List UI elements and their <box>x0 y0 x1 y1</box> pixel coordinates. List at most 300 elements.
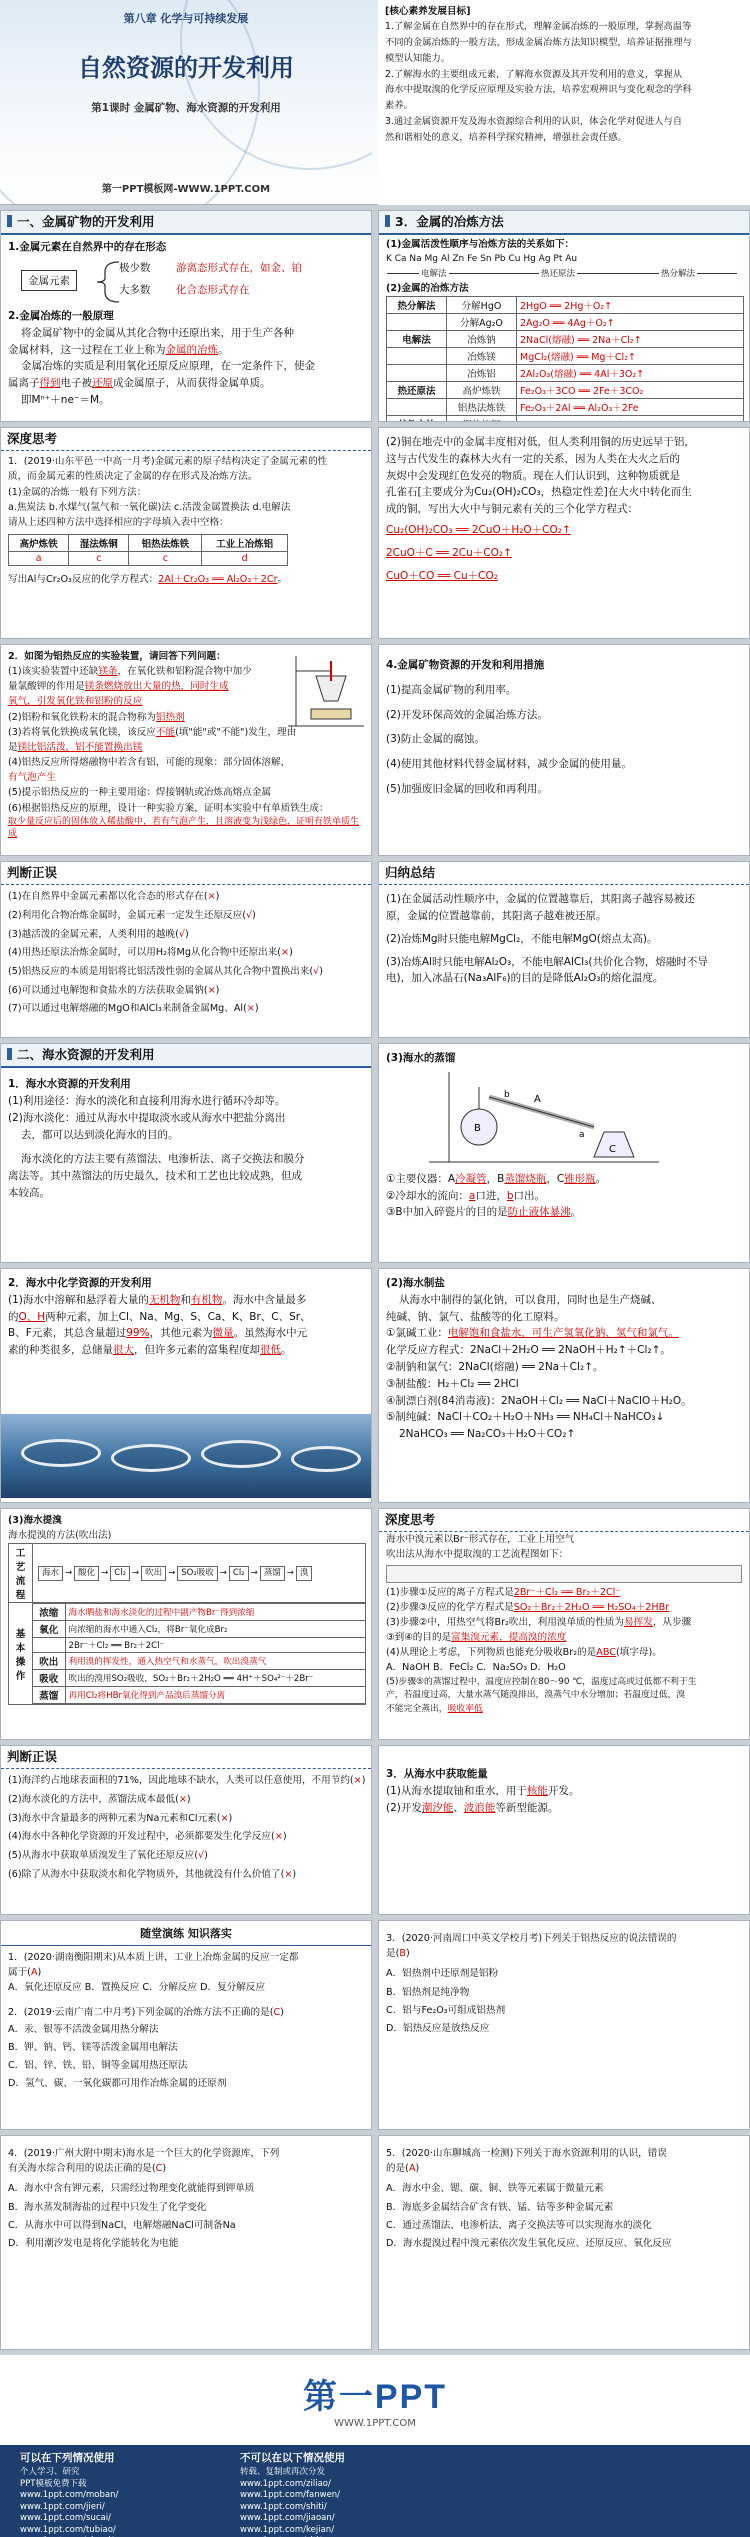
step-desc: 再用Cl₂将HBr氧化得到产品溴后蒸馏分离 <box>65 1687 365 1704</box>
section-heading: 随堂演练 知识落实 <box>1 1921 371 1946</box>
heading-text: 二、海水资源的开发利用 <box>17 1047 155 1062</box>
statement: (5)铝热反应的本质是用铝将比铝活泼性弱的金属从其化合物中置换出来( <box>8 966 314 978</box>
step-name: 浓缩 <box>33 1604 65 1621</box>
step-desc: 2Br⁻＋Cl₂ ══ Br₂＋2Cl⁻ <box>65 1638 365 1653</box>
answer-equation: Cu₂(OH)₂CO₃ ══ 2CuO＋H₂O＋CO₂↑ <box>386 523 571 536</box>
flow-step: Cl₂ <box>229 1566 249 1581</box>
section-heading <box>379 1509 749 1532</box>
summary-line: 原，金属的位置越靠前，其阳离子越难被还原。 <box>386 910 607 923</box>
equation: 化学反应方程式：2NaCl＋2H₂O ══ 2NaOH＋H₂↑＋Cl₂↑。 <box>386 1344 671 1357</box>
slide-metal-existence <box>0 210 372 422</box>
goals-list <box>378 19 750 145</box>
paragraph-line: 金属材料，这一过程在工业上称为金属的冶炼。 <box>8 343 229 356</box>
answer-mark: × <box>281 947 290 959</box>
equation: ⑤制纯碱：NaCl＋CO₂＋H₂O＋NH₃ ══ NH₄Cl＋NaHCO₃↓ <box>386 1411 665 1424</box>
paragraph-line: 离法等。其中蒸馏法的历史最久，技术和工艺也比较成熟，但成 <box>8 1170 302 1183</box>
question-line: 5．(2020·山东聊城高一检测)下列关于海水资源利用的认识，错误 <box>386 2148 667 2159</box>
chapter-label: 第八章 化学与可持续发展 <box>123 12 249 25</box>
equation: ④制漂白剂(84消毒液)：2NaOH＋Cl₂ ══ NaCl＋NaClO＋H₂O。 <box>386 1394 692 1407</box>
method-row <box>387 415 744 422</box>
question-line: (2)铝粉和氧化铁粉末的混合物称为铝热剂 <box>8 711 185 723</box>
step-row <box>33 1621 365 1638</box>
statement: (2)利用化合物冶炼金属时，金属元素一定发生还原反应( <box>8 909 246 921</box>
answer-mark: × <box>207 984 216 996</box>
table-header: 高炉炼铁 <box>9 535 69 552</box>
subheading: (2)金属的冶炼方法 <box>386 282 469 294</box>
subheading: 海水提溴的方法(吹出法) <box>8 1530 112 1542</box>
thermite-apparatus-icon <box>286 651 366 731</box>
table-header: 湿法炼铜 <box>69 535 129 552</box>
slide-sea-salt <box>378 1268 750 1503</box>
svg-text:B: B <box>474 1122 481 1134</box>
option-line: B．钾、钠、钙、镁等活泼金属用电解法 <box>8 2041 178 2053</box>
option-line: A．海水中金、锶、碳、铜、铁等元素属于微量元素 <box>386 2183 604 2195</box>
true-false-item <box>1 1810 371 1829</box>
goal-line: 模型认知能力。 <box>385 52 451 64</box>
question-line: ①主要仪器：A冷凝管，B蒸馏烧瓶，C锥形瓶。 <box>386 1172 607 1185</box>
section-heading <box>379 862 749 885</box>
method-equation: 2Al₂O₃(熔融) ══ 4Al＋3O₂↑ <box>517 364 744 381</box>
slide-resource-measures <box>378 644 750 856</box>
options-list <box>379 2180 749 2253</box>
question-line: 3．(2020·河南周口中英文学校月考)下列关于铝热反应的说法错误的 <box>386 1933 677 1944</box>
step-row <box>33 1653 365 1670</box>
close-paren: ) <box>228 1812 233 1824</box>
step-name: 吹出 <box>33 1653 65 1670</box>
paragraph-line: 本较高。 <box>8 1187 50 1200</box>
measures-list <box>379 682 749 798</box>
question-line: 有关海水综合利用的说法正确的是(C) <box>8 2163 167 2175</box>
option-line: B．铝热剂是纯净物 <box>386 1986 470 1998</box>
title-banner <box>0 0 750 205</box>
method-target: 铝热法炼铁 <box>447 398 517 415</box>
heading-bar <box>385 215 390 227</box>
steps-label: 基本操作 <box>9 1603 33 1705</box>
paragraph-line: 灰烬中会发现红色发亮的物质。现在人们认识到，这种物质就是 <box>386 469 680 482</box>
method-name <box>387 398 447 415</box>
footer-link: www.1ppt.com/kejian/ <box>240 2524 335 2535</box>
method-row <box>387 313 744 330</box>
element-box: 金属元素 <box>21 270 77 291</box>
true-false-item <box>1 907 371 926</box>
flow-step: 酸化 <box>74 1566 99 1581</box>
subheading: 2.金属冶炼的一般原理 <box>8 310 114 323</box>
question-line: 吹出法从海水中提取溴的工艺流程图如下： <box>386 1549 569 1561</box>
step-name: 蒸馏 <box>33 1687 65 1704</box>
statement: (6)除了从海水中获取淡水和化学物质外，其他就没有什么价值了( <box>8 1868 285 1880</box>
goals-panel <box>378 0 750 205</box>
goal-line: 1.了解金属在自然界中的存在形式，理解金属冶炼的一般原理，掌握高温等 <box>385 21 692 33</box>
step-desc: 向浓缩的海水中通入Cl₂，将Br⁻氧化成Br₂ <box>65 1621 365 1638</box>
options-list <box>1 2180 371 2253</box>
slide-seawater-water <box>0 1043 372 1263</box>
close-paren: ) <box>289 947 293 959</box>
section-heading <box>1 862 371 885</box>
activity-series: K Ca Na Mg Al Zn Fe Sn Pb Cu Hg Ag Pt Au <box>386 254 578 265</box>
majority-text: 化合态形式存在 <box>176 284 250 297</box>
measure-item: (1)提高金属矿物的利用率。 <box>386 683 517 696</box>
question-line: (2)步骤③反应的化学方程式是SO₂＋Br₂＋2H₂O ══ H₂SO₄＋2HBr <box>386 1601 670 1613</box>
flow-step: 吹出 <box>141 1566 166 1581</box>
section-heading <box>1 211 371 235</box>
footer-col-forbidden <box>240 2451 345 2537</box>
paragraph-line: 孔雀石[主要成分为Cu₂(OH)₂CO₃，热稳定性差]在大火中转化而生 <box>386 486 692 499</box>
options-list <box>1 2021 371 2094</box>
paragraph-line: 的O、H两种元素，加上Cl、Na、Mg、S、Ca、K、Br、C、Sr、 <box>8 1310 311 1323</box>
footer-link: 转载、复制或再次分发 <box>240 2467 326 2478</box>
answer-line: 有气泡产生 <box>8 772 56 784</box>
svg-text:b: b <box>504 1089 510 1100</box>
question-line: 质，而金属元素的性质决定了金属的存在形式及冶炼方法。 <box>8 471 258 483</box>
goal-line: 2.了解海水的主要组成元素，了解海水资源及其开发利用的意义，掌握从 <box>385 68 683 80</box>
equation: 即Mⁿ⁺＋ne⁻＝M。 <box>21 394 110 407</box>
flow-label: 工艺流程 <box>9 1544 33 1603</box>
slide-deep-think-2 <box>378 1508 750 1740</box>
statement: (4)海水中各种化学资源的开发过程中，必须都要发生化学反应( <box>8 1831 275 1843</box>
step-row <box>33 1604 365 1621</box>
answer-mark: √ <box>198 1850 205 1862</box>
slide-sea-energy <box>378 1745 750 1915</box>
step-row <box>33 1670 365 1687</box>
question-line: 2．如图为铝热反应的实验装置，请回答下列问题： <box>8 651 226 662</box>
true-false-item <box>1 1866 371 1885</box>
methods-table <box>386 296 744 422</box>
slide-deep-think-1 <box>0 427 372 639</box>
paragraph-line: 纯碱、钠、氯气、盐酸等的化工原料。 <box>386 1310 565 1323</box>
summary-line: 电)，加入冰晶石(Na₃AlF₆)的目的是降低Al₂O₃的熔化温度。 <box>386 972 664 985</box>
footer-link: www.1ppt.com/ziliao/ <box>240 2478 331 2489</box>
flow-arrow-icon: → <box>101 1567 109 1578</box>
answer-mark: √ <box>246 909 253 921</box>
true-false-item <box>1 888 371 907</box>
subheading: 3．从海水中获取能量 <box>386 1768 488 1780</box>
option-line: A．汞、银等不活泼金属用热分解法 <box>8 2023 159 2035</box>
page-title: 自然资源的开发利用 <box>78 54 294 82</box>
question-line: (3)若将氧化铁换成氧化镁，该反应不能(填"能"或"不能")发生，理由 <box>8 726 297 738</box>
majority-label: 大多数 <box>119 284 151 297</box>
flow-arrow-icon: → <box>219 1567 227 1578</box>
close-paren: ) <box>252 909 256 921</box>
paragraph-line: (2)开发潮汐能、波浪能等新型能源。 <box>386 1801 559 1814</box>
heading-text: 归纳总结 <box>385 865 436 880</box>
method-target: 分解Ag₂O <box>447 313 517 330</box>
question-line: 写出Al与Cr₂O₃反应的化学方程式：2Al＋Cr₂O₃ ══ Al₂O₃＋2Cr。 <box>8 574 288 586</box>
method-row <box>387 398 744 415</box>
footer-logo <box>0 2355 750 2445</box>
question-line: 是镁比铝活泼，铝不能置换出镁 <box>8 741 143 753</box>
question-line: (4)铝热反应所得熔融物中若含有铝，可能的现象：部分固体溶解， <box>8 757 291 769</box>
subheading: (2)海水制盐 <box>386 1277 445 1289</box>
measure-item: (2)开发环保高效的金属冶炼方法。 <box>386 708 548 721</box>
option-line: D．利用潮汐发电是将化学能转化为电能 <box>8 2237 179 2249</box>
slide-bromine-extraction <box>0 1508 372 1740</box>
question-line: 的是(A) <box>386 2163 420 2175</box>
bromine-table <box>8 1543 366 1705</box>
lesson-label: 第1课时 金属矿物、海水资源的开发利用 <box>91 102 281 114</box>
paragraph-line: 从海水中制得的氯化钠，可以食用，同时也是生产烧碱、 <box>399 1293 662 1306</box>
minority-text: 游离态形式存在，如金、铂 <box>176 262 302 275</box>
method-name <box>387 313 447 330</box>
slide-quiz-3 <box>378 1920 750 2130</box>
section-heading <box>1 1746 371 1769</box>
option-line: B．海水蒸发制海盐的过程中只发生了化学变化 <box>8 2201 207 2213</box>
method-equation: Fe₂O₃＋2Al ══ Al₂O₃＋2Fe <box>517 398 744 415</box>
statement: (1)在自然界中金属元素都以化合态的形式存在( <box>8 891 208 903</box>
slide-distillation <box>378 1043 750 1263</box>
flow-cell <box>33 1544 366 1603</box>
paragraph-line: (1)海水中溶解和悬浮着大量的无机物和有机物。海水中含量最多 <box>8 1293 307 1306</box>
paragraph-line: 海水淡化的方法主要有蒸馏法、电渗析法、离子交换法和膜分 <box>21 1153 305 1166</box>
question-line: 海水中溴元素以Br⁻形式存在，工业上用空气 <box>386 1534 575 1546</box>
col-title: 不可以在以下情况使用 <box>240 2452 345 2464</box>
statement: (4)用热还原法冶炼金属时，可以用H₂将Mg从化合物中还原出来( <box>8 947 282 959</box>
flow-step: 海水 <box>38 1566 63 1581</box>
true-false-list <box>1 1769 371 1884</box>
heading-text: 深度思考 <box>7 431 58 446</box>
subheading: (3)海水提溴 <box>8 1515 62 1526</box>
subheading: 1.金属元素在自然界中的存在形态 <box>8 241 167 254</box>
answer-equation: CuO＋CO ══ Cu＋CO₂ <box>386 569 498 582</box>
footer-link: www.1ppt.com/shiti/ <box>240 2501 327 2512</box>
goal-line: 不同的金属冶炼的一般方法，形成金属冶炼方法知识模型，培养证据推理与 <box>385 36 692 48</box>
method-name: 热还原法 <box>387 381 447 398</box>
true-false-item <box>1 963 371 982</box>
option-line: D．铝热反应是放热反应 <box>386 2022 490 2034</box>
method-row <box>387 296 744 313</box>
option-line: C．铝、锌、铁、铅、铜等金属用热还原法 <box>8 2060 188 2072</box>
flow-arrow-icon: → <box>286 1567 294 1578</box>
site-label: 第一PPT模板网-WWW.1PPT.COM <box>101 184 271 195</box>
table-cell: c <box>129 552 202 566</box>
close-paren: ) <box>254 1003 259 1015</box>
answer-mark: √ <box>178 928 185 940</box>
equation: ②制钠和氯气：2NaCl(熔融) ══ 2Na＋Cl₂↑。 <box>386 1360 604 1373</box>
question-line: ③B中加入碎瓷片的目的是防止液体暴沸。 <box>386 1206 582 1219</box>
footer-link: www.1ppt.com/fanwen/ <box>240 2490 341 2501</box>
goal-line: 海水中提取溴的化学反应原理及实验方法，培养宏观辨识与变化观念的学科 <box>385 84 692 96</box>
method-target <box>447 415 517 422</box>
footer-link: PPT模板免费下载 <box>20 2478 87 2489</box>
question-line: ②冷却水的流向：a口进，b口出。 <box>386 1189 546 1202</box>
step-name <box>33 1638 65 1653</box>
table-cell: a <box>9 552 69 566</box>
flow-arrow-icon: → <box>168 1567 176 1578</box>
logo-text: 第一PPT <box>302 2378 448 2416</box>
answer-mark: × <box>246 1003 255 1015</box>
subheading: (1)金属活泼性顺序与冶炼方法的关系如下： <box>386 239 575 251</box>
answer-mark: × <box>220 1812 229 1824</box>
question-line: a.焦炭法 b.水煤气(氢气和一氧化碳)法 c.活泼金属置换法 d.电解法 <box>8 501 291 513</box>
answer-equation: 2CuO＋C ══ 2Cu＋CO₂↑ <box>386 546 512 559</box>
question-line: (1)该实验装置中还缺镁条，在氧化铁和铝粉混合物中加少 <box>8 666 252 678</box>
statement: (5)从海水中获取单质溴发生了氧化还原反应( <box>8 1850 199 1862</box>
step-desc: 海水晒盐和海水淡化的过程中副产物Br⁻得到浓缩 <box>65 1604 365 1621</box>
answer-mark: × <box>353 1775 362 1787</box>
goals-heading: [核心素养发展目标] <box>385 6 471 17</box>
existence-diagram <box>1 256 371 308</box>
goal-line: 素养。 <box>385 100 413 112</box>
footer-link: www.1ppt.com/jieri/ <box>20 2501 105 2512</box>
table-cell: c <box>69 552 129 566</box>
question-line: 产，若温度过高，大量水蒸气随溴排出，溴蒸气中水分增加；若温度过低，溴 <box>386 1690 686 1701</box>
title-slide <box>0 0 372 205</box>
close-paren: ) <box>204 1850 208 1862</box>
method-equation: MgCl₂(熔融) ══ Mg＋Cl₂↑ <box>517 347 744 364</box>
summary-line: (2)冶炼Mg时只能电解MgCl₂，不能电解MgO(熔点太高)。 <box>386 932 658 945</box>
col-title: 可以在下列情况使用 <box>20 2452 115 2464</box>
question-line: 请从上述四种方法中选择相应的字母填入表中空格： <box>8 516 229 528</box>
subheading: 4.金属矿物资源的开发和利用措施 <box>386 659 545 671</box>
answer-mark: √ <box>313 966 320 978</box>
true-false-item <box>1 1791 371 1810</box>
slide-quiz-1 <box>0 1920 372 2130</box>
option-line: C．通过蒸馏法、电渗析法、离子交换法等可以实现海水的淡化 <box>386 2219 652 2231</box>
question-line: 不能完全蒸出，吸收率低 <box>386 1704 483 1715</box>
close-paren: ) <box>215 891 220 903</box>
option-line: D．氢气、碳、一氧化碳都可用作冶炼金属的还原剂 <box>8 2078 227 2090</box>
option-line: B．海底多金属结合矿含有铁、锰、钴等多种金属元素 <box>386 2201 614 2213</box>
answer-line: 取少量反应后的固体放入稀盐酸中，若有气泡产生，且溶液变为浅绿色，证明有铁单质生成 <box>8 816 360 840</box>
question-line: (6)根据铝热反应的原理，设计一种实验方案，证明本实验中有单质铁生成： <box>8 802 329 814</box>
slide-thermite <box>0 644 372 856</box>
true-false-item <box>1 1772 371 1791</box>
paragraph-line: (2)海水淡化：通过从海水中提取淡水或从海水中把盐分离出 <box>8 1111 286 1124</box>
flow-step: 溴 <box>296 1566 313 1581</box>
method-equation <box>517 415 744 422</box>
close-paren: ) <box>184 928 189 940</box>
slide-summary <box>378 861 750 1038</box>
subheading: 2．海水中化学资源的开发利用 <box>8 1277 152 1289</box>
summary-line: (3)冶炼Al时只能电解Al₂O₃，不能电解AlCl₃(共价化合物，熔融时不导 <box>386 955 708 968</box>
footer <box>0 2355 750 2537</box>
measure-item: (3)防止金属的腐蚀。 <box>386 733 485 746</box>
equation: 2NaHCO₃ ══ Na₂CO₃＋H₂O＋CO₂↑ <box>399 1428 576 1441</box>
close-paren: ) <box>215 984 220 996</box>
steps-cell <box>33 1603 366 1705</box>
question-line: (5)提示铝热反应的一种主要用途：焊接钢轨或冶炼高熔点金属 <box>8 787 272 799</box>
paragraph-line: (2)铜在地壳中的金属丰度相对低，但人类利用铜的历史远早于铝， <box>386 436 695 448</box>
slide-true-false-2 <box>0 1745 372 1915</box>
method-equation: 2NaCl(熔融) ══ 2Na＋Cl₂↑ <box>517 330 744 347</box>
footer-link: www.1ppt.com/jiaoan/ <box>240 2513 335 2524</box>
flow-step: SO₂吸收 <box>177 1566 218 1581</box>
answer-mark: × <box>274 1831 283 1843</box>
true-false-list <box>1 885 371 1019</box>
brace-icon <box>91 258 121 306</box>
fish-farm-photo <box>1 1414 372 1498</box>
table-header: 工业上冶炼铝 <box>202 535 288 552</box>
minority-label: 极少数 <box>119 262 151 275</box>
question-line: 属于(A) <box>8 1967 42 1979</box>
slide-smelting-methods <box>378 210 750 422</box>
true-false-item <box>1 926 371 945</box>
paragraph-line: (1)利用途径：海水的淡化和直接利用海水进行循环冷却等。 <box>8 1095 286 1108</box>
close-paren: ) <box>282 1831 287 1843</box>
question-line: 4．(2019·广州大附中期末)海水是一个巨大的化学资源库，下列 <box>8 2148 280 2159</box>
subheading: 1．海水水资源的开发利用 <box>8 1078 131 1091</box>
close-paren: ) <box>361 1775 366 1787</box>
close-paren: ) <box>319 966 324 978</box>
flow-arrow-icon: → <box>250 1567 258 1578</box>
answer-table <box>8 534 288 566</box>
footer-links <box>0 2445 750 2537</box>
question-line: (1)步骤①反应的离子方程式是2Br⁻＋Cl₂ ══ Br₂＋2Cl⁻ <box>386 1586 621 1598</box>
footer-link: www.1ppt.com/sucai/ <box>20 2513 111 2524</box>
measure-item: (4)使用其他材料代替金属材料，减少金属的使用量。 <box>386 758 632 771</box>
measure-item: (5)加强废旧金属的回收和再利用。 <box>386 782 548 795</box>
method-row <box>387 381 744 398</box>
step-desc: 吹出的溴用SO₂吸收，SO₂＋Br₂＋2H₂O ══ 4H⁺＋SO₄²⁻＋2Br⁻ <box>65 1670 365 1687</box>
subheading: (3)海水的蒸馏 <box>386 1052 456 1064</box>
answer-line: 氧气，引发氧化铁和铝粉的反应 <box>8 696 143 708</box>
method-name <box>387 415 447 422</box>
question-line: (4)从理论上考虑，下列物质也能充分吸收Br₂的是ABC(填字母)。 <box>386 1647 662 1659</box>
question-line: 量氯酸钾的作用是镁条燃烧放出大量的热，同时生成 <box>8 681 229 693</box>
flow-arrow-icon: → <box>65 1567 73 1578</box>
footer-col-allowed <box>20 2451 118 2537</box>
question-line: 是(B) <box>386 1948 410 1960</box>
footer-link: 个人学习、研究 <box>20 2467 80 2478</box>
answer-mark: × <box>284 1868 293 1880</box>
method-target: 冶炼钠 <box>447 330 517 347</box>
section-heading <box>1 428 371 451</box>
flow-step: Cl₂ <box>110 1566 130 1581</box>
heading-text: 深度思考 <box>385 1512 436 1527</box>
question-line: A．NaOH B．FeCl₂ C．Na₂SO₃ D．H₂O <box>386 1662 566 1674</box>
true-false-item <box>1 1000 371 1019</box>
table-header: 铝热法炼铁 <box>129 535 202 552</box>
section-heading <box>379 211 749 235</box>
true-false-item <box>1 1847 371 1866</box>
section-heading <box>1 1044 371 1068</box>
true-false-item <box>1 1828 371 1847</box>
method-equation: 2HgO ══ 2Hg＋O₂↑ <box>517 296 744 313</box>
statement: (3)越活泼的金属元素，人类利用的越晚( <box>8 928 179 940</box>
question-line: 1．(2020·湖南衡阳期末)从本质上讲，工业上冶炼金属的反应一定都 <box>8 1952 299 1963</box>
paragraph-line: B、F元素，其总含量超过99%，其他元素为微量。虽然海水中元 <box>8 1327 308 1340</box>
statement: (3)海水中含量最多的两种元素为Na元素和Cl元素( <box>8 1812 221 1824</box>
method-name <box>387 347 447 364</box>
method-name: 电解法 <box>387 330 447 347</box>
equation: ③制盐酸：H₂＋Cl₂ ══ 2HCl <box>386 1377 519 1390</box>
method-target: 冶炼铝 <box>447 364 517 381</box>
method-equation: 2Ag₂O ══ 4Ag＋O₂↑ <box>517 313 744 330</box>
distillation-apparatus-icon <box>419 1067 669 1167</box>
question-line: 1．(2019·山东平邑一中高一月考)金属元素的原子结构决定了金属元素的性 <box>8 456 328 468</box>
svg-text:C: C <box>609 1143 616 1155</box>
method-name: 热分解法 <box>387 296 447 313</box>
step-name: 氧化 <box>33 1621 65 1638</box>
step-name: 吸收 <box>33 1670 65 1687</box>
step-desc: 利用溴的挥发性，通入热空气和水蒸气，吹出溴蒸气 <box>65 1653 365 1670</box>
slide-quiz-4 <box>0 2135 372 2350</box>
svg-text:A: A <box>534 1093 541 1105</box>
question-line: (1)金属的冶炼一般有下列方法： <box>8 486 147 498</box>
question-line: (5)步骤⑤的蒸馏过程中，温度应控制在80～90 ℃，温度过高或过低都不利于生 <box>386 1676 697 1687</box>
flow-arrow-icon: → <box>132 1567 140 1578</box>
option-line: C．铝与Fe₂O₃可组成铝热剂 <box>386 2004 506 2016</box>
method-name <box>387 364 447 381</box>
option-line: A．铝热剂中还原剂是铝粉 <box>386 1968 499 1980</box>
paragraph-line: 去，都可以达到淡化海水的目的。 <box>21 1128 179 1141</box>
paragraph-line: 将金属矿物中的金属从其化合物中还原出来，用于生产各种 <box>21 326 294 339</box>
paragraph-line: 成的铜，写出大火中与铜元素有关的三个化学方程式： <box>386 503 638 516</box>
footer-link: www.1ppt.com/moban/ <box>20 2490 119 2501</box>
question-line: (3)步骤②中，用热空气将Br₂吹出，利用溴单质的性质为易挥发，从步骤 <box>386 1616 692 1628</box>
paragraph-line: (1)从海水提取铀和重水，用于核能开发。 <box>386 1784 580 1797</box>
true-false-item <box>1 944 371 963</box>
svg-text:a: a <box>579 1129 585 1140</box>
